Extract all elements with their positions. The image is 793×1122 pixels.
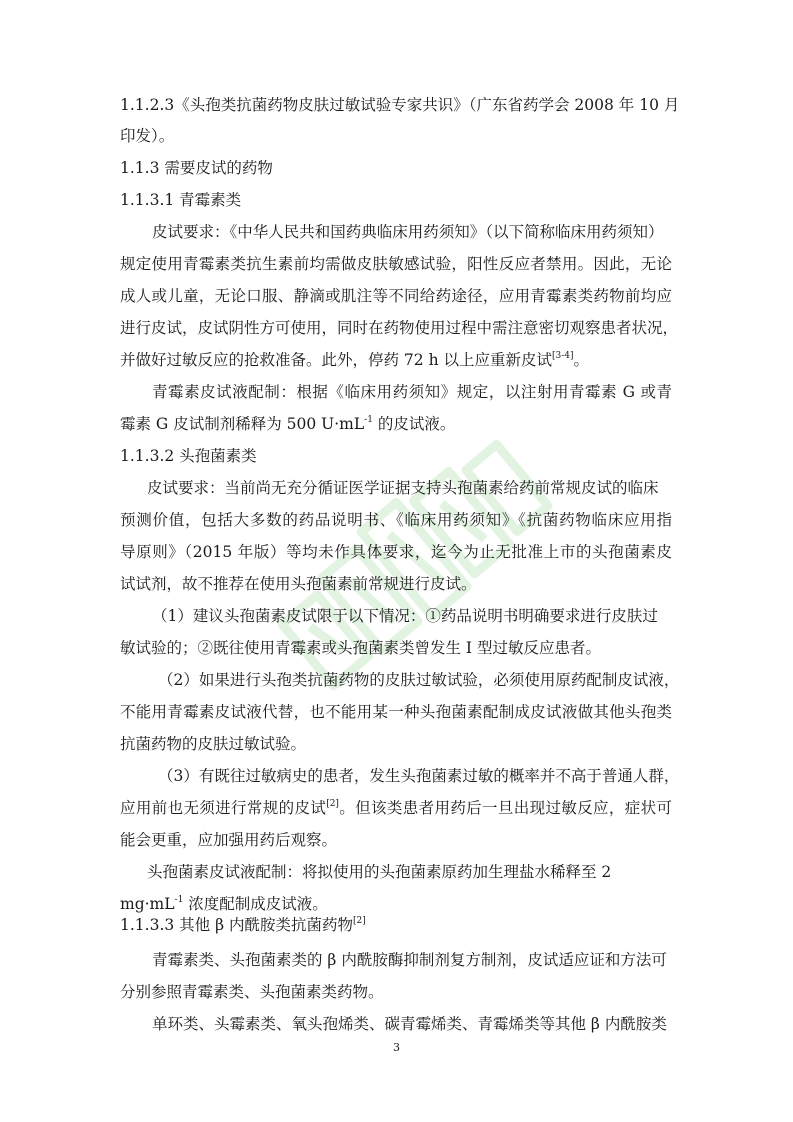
- superscript-reference: -1: [364, 414, 373, 425]
- text-segment: 的皮试液。: [372, 415, 456, 433]
- text-line: [120, 286, 672, 306]
- page-number: 3: [393, 1041, 400, 1054]
- text-segment: 霉素 G 皮试制剂稀释为 500 U·mL: [120, 415, 365, 433]
- superscript-reference: [3-4]: [552, 350, 574, 361]
- text-segment: 分别参照青霉素类、头孢菌素类药物。: [120, 983, 384, 1001]
- text-segment: 头孢菌素皮试液配制：将拟使用的头孢菌素原药加生理盐水稀释至 2: [147, 863, 612, 881]
- text-line: [120, 190, 241, 210]
- text-segment: 规定使用青霉素类抗生素前均需做皮肤敏感试验，阳性反应者禁用。因此，无论: [120, 255, 672, 273]
- superscript-reference: [2]: [352, 915, 366, 926]
- text-segment: 1.1.3.1 青霉素类: [120, 191, 242, 209]
- text-segment: 。: [573, 351, 590, 369]
- text-line: [120, 510, 672, 530]
- text-line: [147, 862, 611, 882]
- text-segment: （1）建议头孢菌素皮试限于以下情况：①药品说明书明确要求进行皮肤过: [152, 607, 658, 625]
- text-segment: mg·mL: [120, 895, 175, 913]
- text-segment: 进行皮试，皮试阴性方可使用，同时在药物使用过程中需注意密切观察患者状况，: [120, 319, 679, 337]
- text-line: [120, 95, 680, 115]
- text-line: [120, 734, 306, 754]
- text-segment: 皮试要求：《中华人民共和国药典临床用药须知》（以下简称临床用药须知）: [152, 223, 664, 241]
- text-segment: 浓度配制成皮试液。: [183, 895, 328, 913]
- text-line: [120, 798, 672, 818]
- text-segment: 抗菌药物的皮肤过敏试验。: [120, 735, 307, 753]
- text-segment: 1.1.2.3《头孢类抗菌药物皮肤过敏试验专家共识》（广东省药学会 2008 年 10 月: [120, 96, 680, 114]
- text-line: [120, 254, 672, 274]
- text-line: [120, 126, 174, 146]
- text-line: [152, 950, 667, 970]
- text-segment: 1.1.3.2 头孢菌素类: [120, 447, 257, 465]
- text-line: [120, 350, 589, 370]
- text-line: [120, 446, 257, 466]
- text-segment: 试试剂，故不推荐在使用头孢菌素前常规进行皮试。: [120, 575, 477, 593]
- text-line: [158, 766, 679, 786]
- text-line: [152, 606, 658, 626]
- text-line: [120, 894, 328, 914]
- text-segment: （3）有既往过敏病史的患者，发生头孢菌素过敏的概率并不高于普通人群，: [158, 767, 680, 785]
- text-line: [120, 542, 672, 562]
- text-segment: 青霉素皮试液配制：根据《临床用药须知》规定，以注射用青霉素 G 或青: [152, 383, 672, 401]
- text-segment: 1.1.3 需要皮试的药物: [120, 159, 273, 177]
- text-segment: 1.1.3.3 其他 β 内酰胺类抗菌药物: [120, 916, 353, 934]
- text-line: [120, 830, 337, 850]
- text-line: [120, 638, 601, 658]
- text-segment: 皮试要求：当前尚无充分循证医学证据支持头孢菌素给药前常规皮试的临床: [147, 479, 659, 497]
- text-line: [152, 1014, 667, 1034]
- text-line: [120, 318, 679, 338]
- text-line: [120, 414, 455, 434]
- text-segment: 印发）。: [120, 127, 175, 145]
- text-segment: 并做好过敏反应的抢救准备。此外，停药 72 h 以上应重新皮试: [120, 351, 552, 369]
- text-line: [120, 702, 672, 722]
- text-segment: 导原则》（2015 年版）等均未作具体要求，迄今为止无批准上市的头孢菌素皮: [120, 543, 672, 561]
- text-segment: 预测价值，包括大多数的药品说明书、《临床用药须知》《抗菌药物临床应用指: [120, 511, 672, 529]
- text-segment: 不能用青霉素皮试液代替，也不能用某一种头孢菌素配制成皮试液做其他头孢类: [120, 703, 672, 721]
- superscript-reference: [2]: [326, 798, 339, 809]
- text-segment: 。但该类患者用药后一旦出现过敏反应，症状可: [338, 799, 672, 817]
- text-segment: （2）如果进行头孢类抗菌药物的皮肤过敏试验，必须使用原药配制皮试液，: [158, 671, 680, 689]
- superscript-reference: -1: [174, 894, 184, 905]
- text-line: [152, 222, 664, 242]
- text-line: [158, 670, 679, 690]
- text-line: [120, 158, 273, 178]
- text-segment: 青霉素类、头孢菌素类的 β 内酰胺酶抑制剂复方制剂，皮试适应证和方法可: [152, 951, 667, 969]
- text-line: [120, 574, 477, 594]
- text-segment: 能会更重，应加强用药后观察。: [120, 831, 338, 849]
- text-line: [120, 982, 384, 1002]
- text-segment: 单环类、头霉素类、氧头孢烯类、碳青霉烯类、青霉烯类等其他 β 内酰胺类: [152, 1015, 667, 1033]
- text-segment: 应用前也无须进行常规的皮试: [120, 799, 327, 817]
- text-segment: 成人或儿童，无论口服、静滴或肌注等不同给药途径，应用青霉素类药物前均应: [120, 287, 672, 305]
- text-line: [147, 478, 659, 498]
- text-line: [120, 915, 366, 935]
- text-line: [152, 382, 672, 402]
- text-segment: 敏试验的；②既往使用青霉素或头孢菌素类曾发生 I 型过敏反应患者。: [120, 639, 601, 657]
